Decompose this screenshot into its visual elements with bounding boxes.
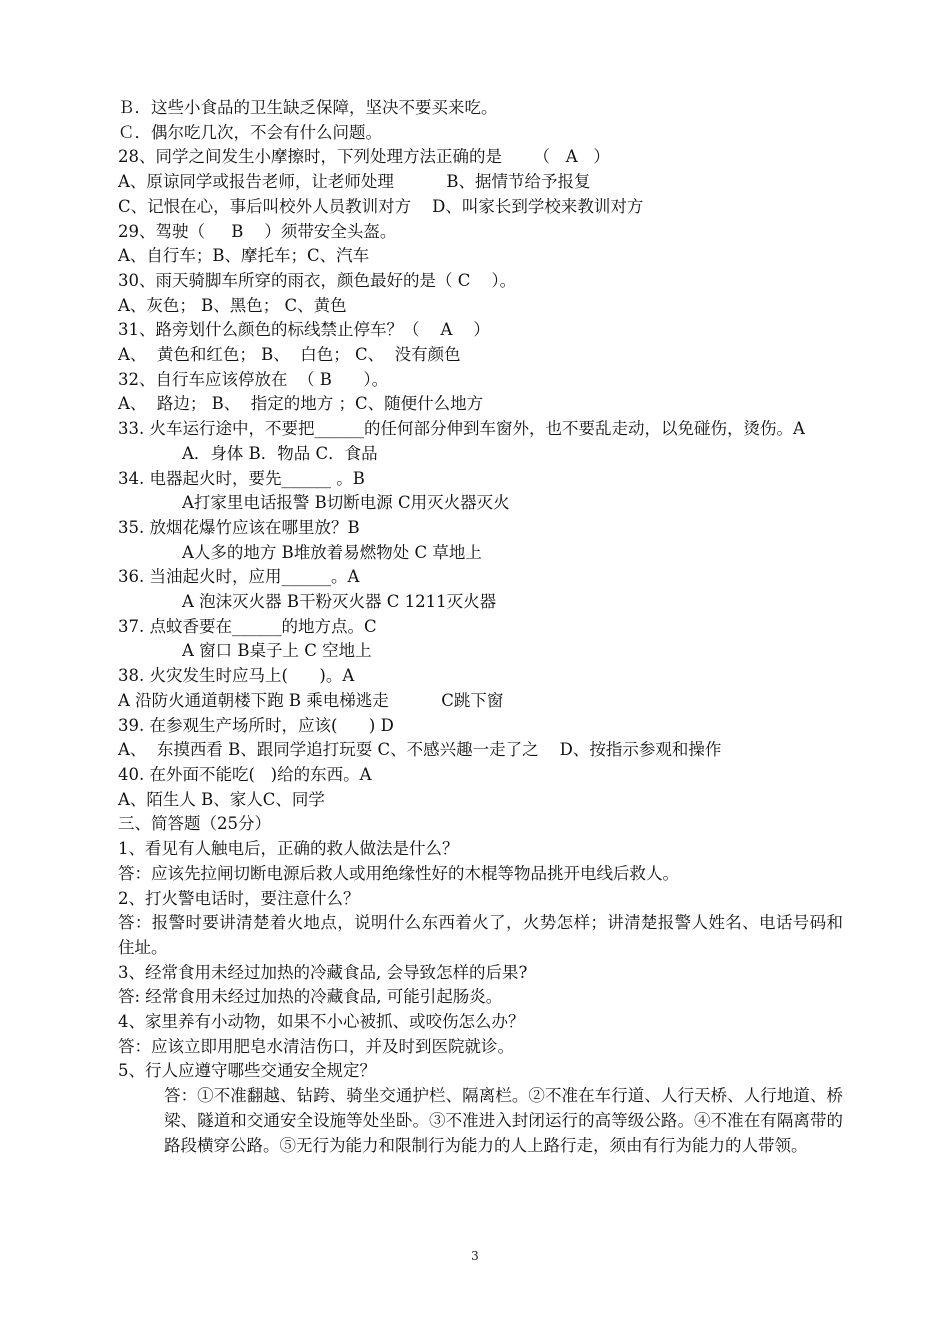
page-number: 3 [471,1249,479,1263]
short-question-2: 2、打火警电话时，要注意什么？ [118,888,360,908]
question-29-options: A、自行车；B、摩托车；C、汽车 [118,246,370,266]
short-answer-2: 答：报警时要讲清楚着火地点，说明什么东西着火了，火势怎样；讲清楚报警人姓名、电话号码和住址。 [118,913,843,957]
short-question-1: 1、看见有人触电后，正确的救人做法是什么？ [118,839,459,859]
question-33: 33. 火车运行途中，不要把______的任何部分伸到车窗外，也不要乱走动，以免碰伤，烫伤。A [118,419,805,439]
question-31-options: A、 黄色和红色； B、 白色； C、 没有颜色 [118,345,461,365]
short-answer-5: 答：①不准翻越、钻跨、骑坐交通护栏、隔离栏。②不准在车行道、人行天桥、人行地道、桥梁、隧道和交通安全设施等处坐卧。③不准进入封闭运行的高等级公路。④不准在有隔离带的路段横穿公路。⑤无行为能力和限制行为能力的人上路行走，须由有行为能力的人带领。 [164,1086,843,1155]
question-39: 39. 在参观生产场所时，应该( ) D [118,715,394,735]
question-33-options: A．身体 B．物品 C．食品 [182,443,378,463]
short-answer-3: 答: 经常食用未经过加热的冷藏食品, 可能引起肠炎。 [118,987,503,1007]
question-28-options-cd: C、记恨在心，事后叫校外人员教训对方 D、叫家长到学校来教训对方 [118,196,644,216]
question-30: 30、雨天骑脚车所穿的雨衣，颜色最好的是（ C ）。 [118,270,517,290]
question-37-options: A 窗口 B桌子上 C 空地上 [182,641,372,661]
question-32: 32、自行车应该停放在 （ B ）。 [118,369,389,389]
question-39-options: A、 东摸西看 B、跟同学追打玩耍 C、不感兴趣一走了之 D、按指示参观和操作 [118,740,722,760]
question-28-options-ab: A、原谅同学或报告老师，让老师处理 B、据情节给予报复 [118,172,591,192]
short-answer-4: 答：应该立即用肥皂水清洁伤口，并及时到医院就诊。 [118,1036,514,1056]
question-34-options: A打家里电话报警 B切断电源 C用灭火器灭火 [182,493,510,513]
question-38: 38. 火灾发生时应马上( )。A [118,666,355,686]
question-30-options: A、灰色； B、黑色； C、黄色 [118,295,347,315]
question-36-options: A 泡沫灭火器 B干粉灭火器 C 1211灭火器 [182,592,497,612]
option-c-text: Ｃ．偶尔吃几次，不会有什么问题。 [118,122,382,142]
short-question-5: 5、行人应遵守哪些交通安全规定？ [118,1061,376,1081]
question-37: 37. 点蚊香要在______的地方点。C [118,616,377,636]
question-29: 29、驾驶（ B ）须带安全头盔。 [118,221,397,241]
question-34: 34. 电器起火时，要先______ 。B [118,468,365,488]
question-38-options: A 沿防火通道朝楼下跑 B 乘电梯逃走 C跳下窗 [118,690,504,710]
short-answer-1: 答：应该先拉闸切断电源后救人或用绝缘性好的木棍等物品挑开电线后救人。 [118,863,679,883]
question-35: 35. 放烟花爆竹应该在哪里放？B [118,517,360,537]
option-b-text: Ｂ．这些小食品的卫生缺乏保障，坚决不要买来吃。 [118,98,498,117]
question-36: 36. 当油起火时，应用______。A [118,567,360,587]
question-40-options: A、陌生人 B、家人C、同学 [118,789,325,809]
question-32-options: A、 路边； B、 指定的地方 ；C、随便什么地方 [118,394,484,414]
section-heading-short-answer: 三、简答题（25分） [118,814,271,834]
question-28: 28、同学之间发生小摩擦时，下列处理方法正确的是 （ A ） [118,147,610,167]
short-question-4: 4、家里养有小动物，如果不小心被抓、或咬伤怎么办？ [118,1012,525,1032]
document-page [118,96,843,1158]
question-40: 40. 在外面不能吃( )给的东西。A [118,764,372,784]
question-35-options: A人多的地方 B堆放着易燃物处 C 草地上 [182,542,482,562]
question-31: 31、路旁划什么颜色的标线禁止停车？（ A ） [118,320,490,340]
short-question-3: 3、经常食用未经过加热的冷藏食品, 会导致怎样的后果? [118,962,528,982]
